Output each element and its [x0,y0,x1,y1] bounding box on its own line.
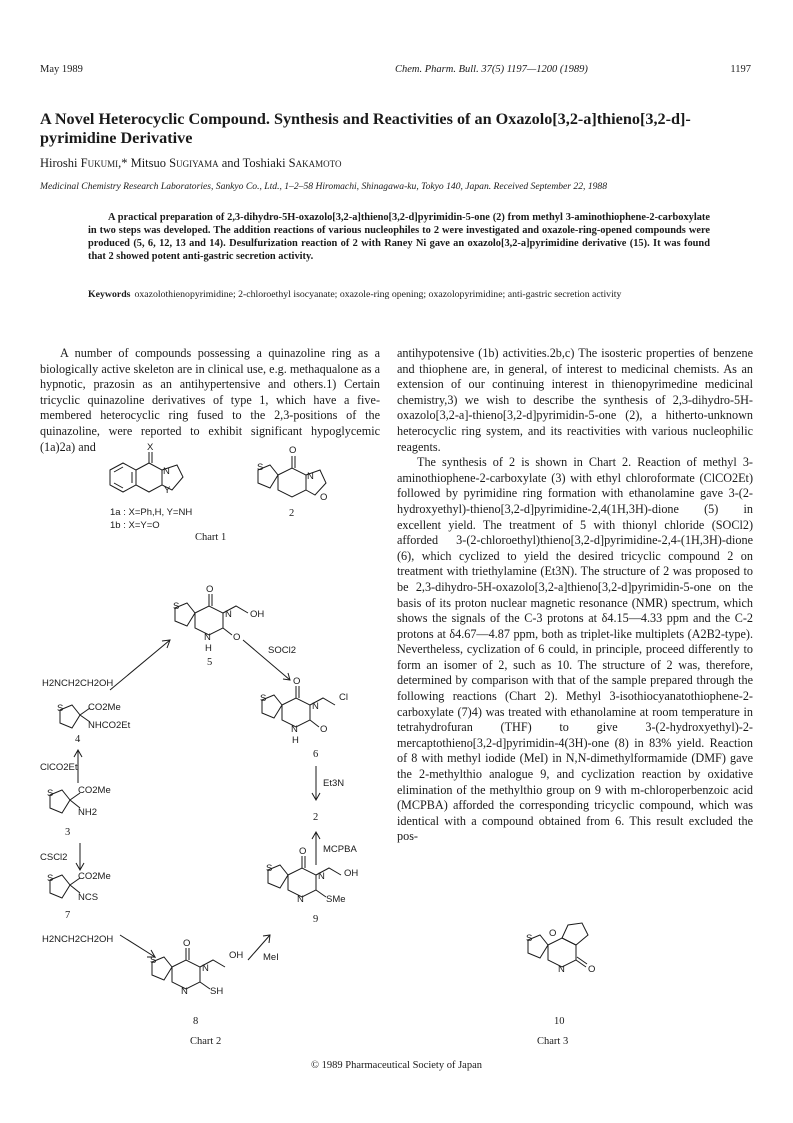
isothiocyanate-label: NCS [78,892,99,903]
atom-label-n: N [558,964,565,975]
compound-7-label: 7 [65,910,71,921]
compound-2-label-chart2: 2 [313,812,319,823]
atom-label-y: Y [164,485,171,496]
atom-label-s: S [266,863,273,874]
reagent-mcpba: MCPBA [323,844,357,855]
reaction-arrow [110,640,170,690]
compound-10-label: 10 [554,1016,565,1027]
structure-7 [50,875,80,898]
atom-label-o: O [299,846,307,857]
atom-label-o: O [233,632,241,643]
atom-label-o: O [206,584,214,595]
structure-8 [152,948,225,989]
structure-9 [268,856,341,897]
compound-5-label: 5 [207,657,213,668]
copyright-footer: © 1989 Pharmaceutical Society of Japan [311,1060,482,1071]
ester-label: CO2Me [78,785,111,796]
atom-label-s: S [47,788,54,799]
atom-label-n: N [312,701,319,712]
reagent-et3n: Et3N [323,778,345,789]
chart-3-caption: Chart 3 [537,1036,569,1047]
imidazole-ring [162,465,183,490]
compound-8-label: 8 [193,1016,199,1027]
paper-title: A Novel Heterocyclic Compound. Synthesis and Reactivities of an Oxazolo[3,2-a]thieno[3,2-d]-pyrimidine Derivative [40,110,691,147]
reaction-arrow [243,640,290,680]
atom-label-s: S [57,703,64,714]
atom-label-o: O [183,938,191,949]
hydroxyl-label: OH [250,609,265,620]
atom-label-o: O [549,928,557,939]
atom-label-o: O [289,445,297,456]
body-paragraph: antihypotensive (1b) activities.2b,c) The isosteric properties of benzene and thiophene are, in general, of interest to medicinal chemists. As an extension of our continuing interest in thienopyrimedine medicinal chemistry,3) we wish to describe the synthesis of 2,3-dihydro-5H-oxazolo[3,2-a]-thieno[3,2-d]pyrimidin-5-one (2), a hitherto-unknown heterocyclic ring system, and its reactivities with various nucleophilic reagents. [397,346,753,454]
header-date: May 1989 [40,64,83,75]
pyrimidine-ring [136,463,162,492]
keywords-text: oxazolothienopyrimidine; 2-chloroethyl isocyanate; oxazole-ring opening; oxazolopyrimidine; anti-gastric secretion activity [134,289,622,300]
reaction-arrow [120,935,155,957]
chart-2-caption: Chart 2 [190,1036,222,1047]
thiol-label: SH [210,986,224,997]
author-first-name: Toshiaki [242,156,289,170]
header-journal: Chem. Pharm. Bull. 37(5) 1197—1200 (1989) [395,64,588,75]
atom-label-n: N [181,986,188,997]
atom-label-s: S [526,933,533,944]
atom-label-h: H [205,643,212,654]
author-conjunction: and [218,156,243,170]
author-first-name: Mitsuo [130,156,170,170]
structure-2 [258,456,326,497]
methylthio-label: SMe [326,894,346,905]
atom-label-s: S [47,873,54,884]
reagent-mei: MeI [263,952,279,963]
compound-9-label: 9 [313,914,319,925]
atom-label-x: X [147,442,154,453]
affiliation: Medicinal Chemistry Research Laboratories, Sankyo Co., Ltd., 1–2–58 Hiromachi, Shinagawa-ku, Tokyo 140, Japan. Received September 22, 1988 [40,181,608,192]
hydroxyl-label: OH [229,950,244,961]
structure-4 [60,705,90,728]
atom-label-s: S [173,601,180,612]
reagent-ethyl-chloroformate: ClCO2Et [40,762,78,773]
ester-label: CO2Me [78,871,111,882]
structure-6 [262,686,335,727]
author-first-name: Hiroshi [40,156,81,170]
pyrimidine-ring [278,468,306,497]
chloro-label: Cl [339,692,348,703]
atom-label-n: N [307,471,314,482]
oxazole-ring [306,470,326,495]
atom-label-h: H [292,735,299,746]
structure-10 [528,923,588,967]
reagent-ethanolamine: H2NCH2CH2OH [42,678,114,689]
reaction-arrow [248,935,270,960]
atom-label-n: N [318,871,325,882]
hydroxyl-label: OH [344,868,359,879]
atom-label-n: N [163,466,170,477]
compound-2-label: 2 [289,508,295,519]
structure-5 [175,594,248,635]
body-column-left [40,346,380,455]
compound-3-label: 3 [65,827,71,838]
benzene-ring [110,463,136,492]
keywords [88,289,710,301]
reagent-socl2: SOCl2 [268,645,296,656]
compound-1b-label: 1b : X=Y=O [110,520,160,531]
carbamate-label: NHCO2Et [88,720,131,731]
ester-label: CO2Me [88,702,121,713]
atom-label-o: O [293,676,301,687]
author-last-name: Fukumi [80,156,119,170]
header-page-number: 1197 [730,64,751,75]
body-paragraph: The synthesis of 2 is shown in Chart 2. Reaction of methyl 3-aminothiophene-2-carboxylate (3) with ethyl chloroformate (ClCO2Et) followed by pyrimidine ring formation with ethanolamine gave 3-(2-hydroxyethyl)-thieno[3,2-d]pyrimidine-2,4(1H,3H)-dione (5) in excellent yield. The treatment of 5 with thionyl chloride (SOCl2) afforded 3-(2-chloroethyl)thieno[3,2-d]pyrimidine-2,4-(1H,3H)-dione (6), which cyclized to yield the desired tricyclic compound 2 on treatment with triethylamine (Et3N). The structure of 2 was proposed to be 2,3-dihydro-5H-oxazolo[3,2-a]thieno[3,2-d]pyrimidin-5-one on the basis of its proton nuclear magnetic resonance (NMR) spectrum, which shows the signals of the C-3 protons at δ4.15—4.33 ppm and the C-2 protons at δ4.67—4.87 ppm, both as triplet-like multiplets (A2B2-type). Nevertheless, cyclization of 6 could, in principle, proceed differently to form an isomer of 2, such as 10. The structure of 2 was, therefore, determined by comparison with that of the sample prepared through the following reactions (Chart 2). Methyl 3-isothiocyanatothiophene-2-carboxylate (7)4) was treated with ethanolamine at room temperature in tetrahydrofuran (THF) to give 3-(2-hydroxyethyl)-2-mercaptothieno[3,2-d]pyrimidin-4(3H)-one (8) in 83% yield. Reaction of 8 with methyl iodide (MeI) in N,N-dimethylformamide (DMF) gave the 2-methylthio analogue 9, and cyclization reaction by oxidative elimination of the methylthio group on 9 with m-chloroperbenzoic acid (MCPBA) afforded the corresponding tricyclic compound, which was identical with a compound obtained from 6. This result excluded the pos- [397,455,753,844]
atom-label-o: O [320,724,328,735]
body-paragraph: A number of compounds possessing a quinazoline ring as a biologically active skeleton are in clinical use, e.g. methaqualone as a hypnotic, prazosin as an antihypertensive and others.1) Certain tricyclic quinazoline derivatives of type 1, which have a five-membered heterocyclic ring fused to the 2,3-positions of the quinazoline, were reported to exhibit significant hypoglycemic (1a)2a) and [40,346,380,454]
compound-1a-label: 1a : X=Ph,H, Y=NH [110,507,193,518]
compound-4-label: 4 [75,734,81,745]
amine-label: NH2 [78,807,98,818]
atom-label-o: O [588,964,596,975]
reagent-ethanolamine-2: H2NCH2CH2OH [42,934,114,945]
chart-1-caption: Chart 1 [195,532,227,543]
structure-1 [110,452,183,492]
body-column-right [397,346,753,845]
compound-6-label: 6 [313,749,319,760]
author-last-name: Sakamoto [288,156,342,170]
atom-label-n: N [202,963,209,974]
keywords-label: Keywords [88,289,131,300]
atom-label-s: S [257,462,264,473]
atom-label-n: N [225,609,232,620]
structure-3 [50,790,80,813]
corresponding-mark: ,* [118,156,131,170]
atom-label-n: N [204,632,211,643]
abstract: A practical preparation of 2,3-dihydro-5H-oxazolo[3,2-a]thieno[3,2-d]pyrimidin-5-one (2) from methyl 3-aminothiophene-2-carboxylate in two steps was developed. The addition reactions of various nucleophiles to 2 were investigated and oxazole-ring-opened compounds were produced (5, 6, 12, 13 and 14). Desulfurization reaction of 2 with Raney Ni gave an oxazolo[3,2-a]pyrimidine derivative (15). It was found that 2 showed potent anti-gastric secretion activity. [88,212,710,262]
atom-label-n: N [291,724,298,735]
author-list [40,156,341,171]
atom-label-s: S [150,955,157,966]
author-last-name: Sugiyama [169,156,219,170]
atom-label-o: O [320,492,328,503]
thiophene-ring [258,465,278,488]
reagent-cscl2: CSCl2 [40,852,68,863]
atom-label-s: S [260,693,267,704]
atom-label-n: N [297,894,304,905]
